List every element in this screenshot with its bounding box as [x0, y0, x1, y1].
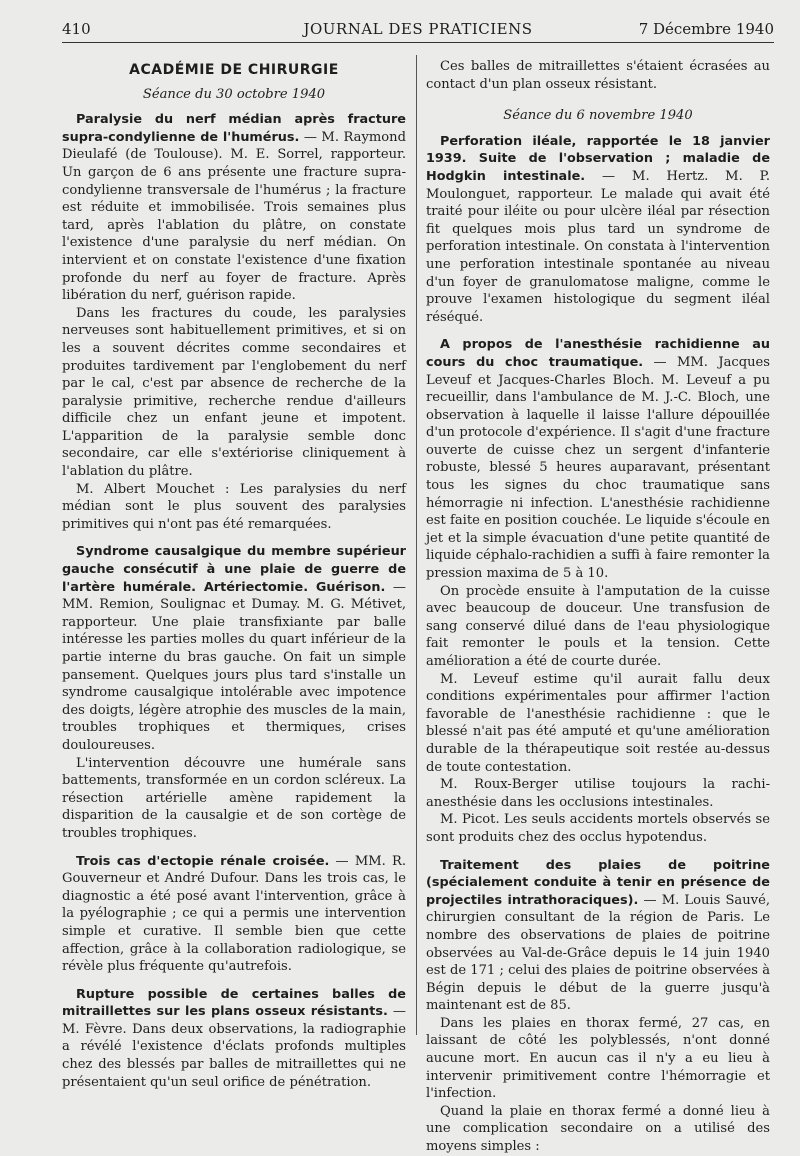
- journal-title: JOURNAL DES PRATICIENS: [303, 20, 533, 38]
- column-divider: [416, 55, 417, 1035]
- paragraph: M. Roux-Berger utilise toujours la rachi-anesthésie dans les occlusions intestinales.: [426, 777, 770, 810]
- paragraph: M. Albert Mouchet : Les paralysies du nerf médian sont le plus souvent des paralysies primitives qui n'ont pas été remarquées.: [62, 481, 406, 532]
- article-ectopie: Trois cas d'ectopie rénale croisée. — MM. R. Gouverneur et André Dufour. Dans les trois cas, le diagnostic a été posé avant l'intervention, grâce à la pyélographie ; ce qui a permis une intervention simple et curative. Il semble bien que cette affection, grâce à la collaboration radiologique, se révèle plus fréquente qu'autrefois.: [62, 853, 406, 975]
- issue-date: 7 Décembre 1940: [638, 20, 774, 38]
- session-date: Séance du 6 novembre 1940: [503, 108, 693, 124]
- article-paralysie: Paralysie du nerf médian après fracture supra-condylienne de l'humérus. — M. Raymond Dieulafé (de Toulouse). M. E. Sorrel, rapporteur. Un garçon de 6 ans présente une fracture supra-condylienne transversale de l'humérus ; la fracture est réduite et immobilisée. Trois semaines plus tard, après l'ablation du plâtre, on constate l'existence d'une paralysie du nerf médian. On intervient et on constate l'existence d'une fixation profonde du nerf au foyer de fracture. Après libération du nerf, guérison rapide.: [62, 112, 406, 304]
- article-title: A propos de l'anesthésie rachidienne au cours du choc traumatique.: [426, 337, 770, 370]
- article-title: Paralysie du nerf médian après fracture supra-condylienne de l'humérus.: [62, 112, 406, 145]
- section-heading: ACADÉMIE DE CHIRURGIE: [129, 62, 339, 78]
- article-poitrine: Traitement des plaies de poitrine (spécialement conduite à tenir en présence de projectiles intrathoraciques). — M. Louis Sauvé, chirurgien consultant de la région de Paris. Le nombre des observations de plaies de poitrine observées au Val-de-Grâce depuis le 14 juin 1940 est de 171 ; celui des plaies de poitrine observées à Bégin depuis le début de la guerre jusqu'à maintenant est de 85.: [426, 857, 770, 1014]
- article-title: Rupture possible de certaines balles de mitraillettes sur les plans osseux résistants.: [62, 986, 406, 1020]
- paragraph: M. Leveuf estime qu'il aurait fallu deux conditions expérimentales pour affirmer l'action favorable de l'anesthésie rachidienne : que le blessé n'ait pas été amputé et qu'une amélioration durable de la thérapeutique soit restée au-dessus de toute contestation.: [426, 671, 770, 775]
- paragraph: Dans les fractures du coude, les paralysies nerveuses sont habituellement primitives, et si on les a souvent décrites comme secondaires et produites tardivement par l'englobement du nerf par le cal, c'est par absence de recherche de la paralysie primitive, recherche rendue d'ailleurs difficile chez un enfant jeune et impotent. L'apparition de la paralysie semble donc secondaire, car elle s'extériorise cliniquement à l'ablation du plâtre.: [62, 305, 406, 480]
- article-title: Traitement des plaies de poitrine (spécialement conduite à tenir en présence de projectiles intrathoraciques).: [426, 857, 770, 908]
- session-date: Séance du 30 octobre 1940: [142, 86, 326, 102]
- paragraph: M. Picot. Les seuls accidents mortels observés se sont produits chez des occlus hypotendus.: [426, 812, 770, 845]
- left-column: [62, 58, 406, 1091]
- page-header: [62, 20, 774, 43]
- article-syndrome: Syndrome causalgique du membre supérieur gauche consécutif à une plaie de guerre de l'artère humérale. Artériectomie. Guérison. — MM. Remion, Soulignac et Dumay. M. G. Métivet, rapporteur. Une plaie transfixiante par balle intéresse les parties molles du quart inférieur de la partie interne du bras gauche. On fait un simple pansement. Quelques jours plus tard s'installe un syndrome causalgique intolérable avec impotence des doigts, légère atrophie des muscles de la main, troubles trophiques et thermiques, crises douloureuses.: [62, 544, 406, 753]
- right-column: [426, 58, 770, 1156]
- article-title: Trois cas d'ectopie rénale croisée.: [76, 853, 330, 869]
- paragraph: On procède ensuite à l'amputation de la cuisse avec beaucoup de douceur. Une transfusion de sang conservé dilué dans de l'eau physiologique fait remonter le pouls et la tension. Cette amélioration a été de courte durée.: [426, 583, 770, 669]
- article-rupture: Rupture possible de certaines balles de mitraillettes sur les plans osseux résistants. — M. Fèvre. Dans deux observations, la radiographie a révélé l'existence d'éclats profonds multiples chez des blessés par balles de mitraillettes qui ne présentaient qu'un seul orifice de pénétration.: [62, 986, 406, 1090]
- paragraph: Quand la plaie en thorax fermé a donné lieu à une complication secondaire on a utilisé des moyens simples :: [426, 1103, 770, 1155]
- paragraph: Ces balles de mitraillettes s'étaient écrasées au contact d'un plan osseux résistant.: [426, 59, 770, 92]
- paragraph: L'intervention découvre une humérale sans battements, transformée en un cordon scléreux. La résection artérielle amène rapidement la disparition de la causalgie et de son cortège de troubles trophiques.: [62, 755, 406, 841]
- article-perforation: Perforation iléale, rapportée le 18 janvier 1939. Suite de l'observation ; maladie de Hodgkin intestinale. — M. Hertz. M. P. Moulonguet, rapporteur. Le malade qui avait été traité pour iléite ou pour ulcère iléal par résection fit quelques mois plus tard un syndrome de perforation intestinale. On constata à l'intervention une perforation intestinale spontanée au niveau d'un foyer de granulomatose maligne, comme le prouve l'examen histologique du segment iléal réséqué.: [426, 133, 770, 325]
- paragraph: Dans les plaies en thorax fermé, 27 cas, en laissant de côté les polyblessés, n'ont donné aucune mort. En aucun cas il n'y a eu lieu à intervenir primitivement contre l'hémorragie et l'infection.: [426, 1015, 770, 1102]
- article-anesthesie: A propos de l'anesthésie rachidienne au cours du choc traumatique. — MM. Jacques Leveuf et Jacques-Charles Bloch. M. Leveuf a pu recueillir, dans l'ambulance de M. J.-C. Bloch, une observation à laquelle il laisse l'allure dépouillée d'un protocole d'expérience. Il s'agit d'une fracture ouverte de cuisse chez un sergent d'infanterie robuste, blessé 5 heures auparavant, présentant tous les signes du choc traumatique sans hémorragie ni infection. L'anesthésie rachidienne est faite en position couchée. Le liquide s'écoule en jet et la simple évacuation d'une petite quantité de liquide céphalo-rachidien a suffi à faire remonter la pression maxima de 5 à 10.: [426, 337, 770, 582]
- article-title: Perforation iléale, rapportée le 18 janvier 1939. Suite de l'observation ; maladie de Hodgkin intestinale.: [426, 133, 770, 184]
- page-number: 410: [62, 20, 91, 38]
- article-title: Syndrome causalgique du membre supérieur gauche consécutif à une plaie de guerre de l'artère humérale. Artériectomie. Guérison.: [62, 544, 406, 595]
